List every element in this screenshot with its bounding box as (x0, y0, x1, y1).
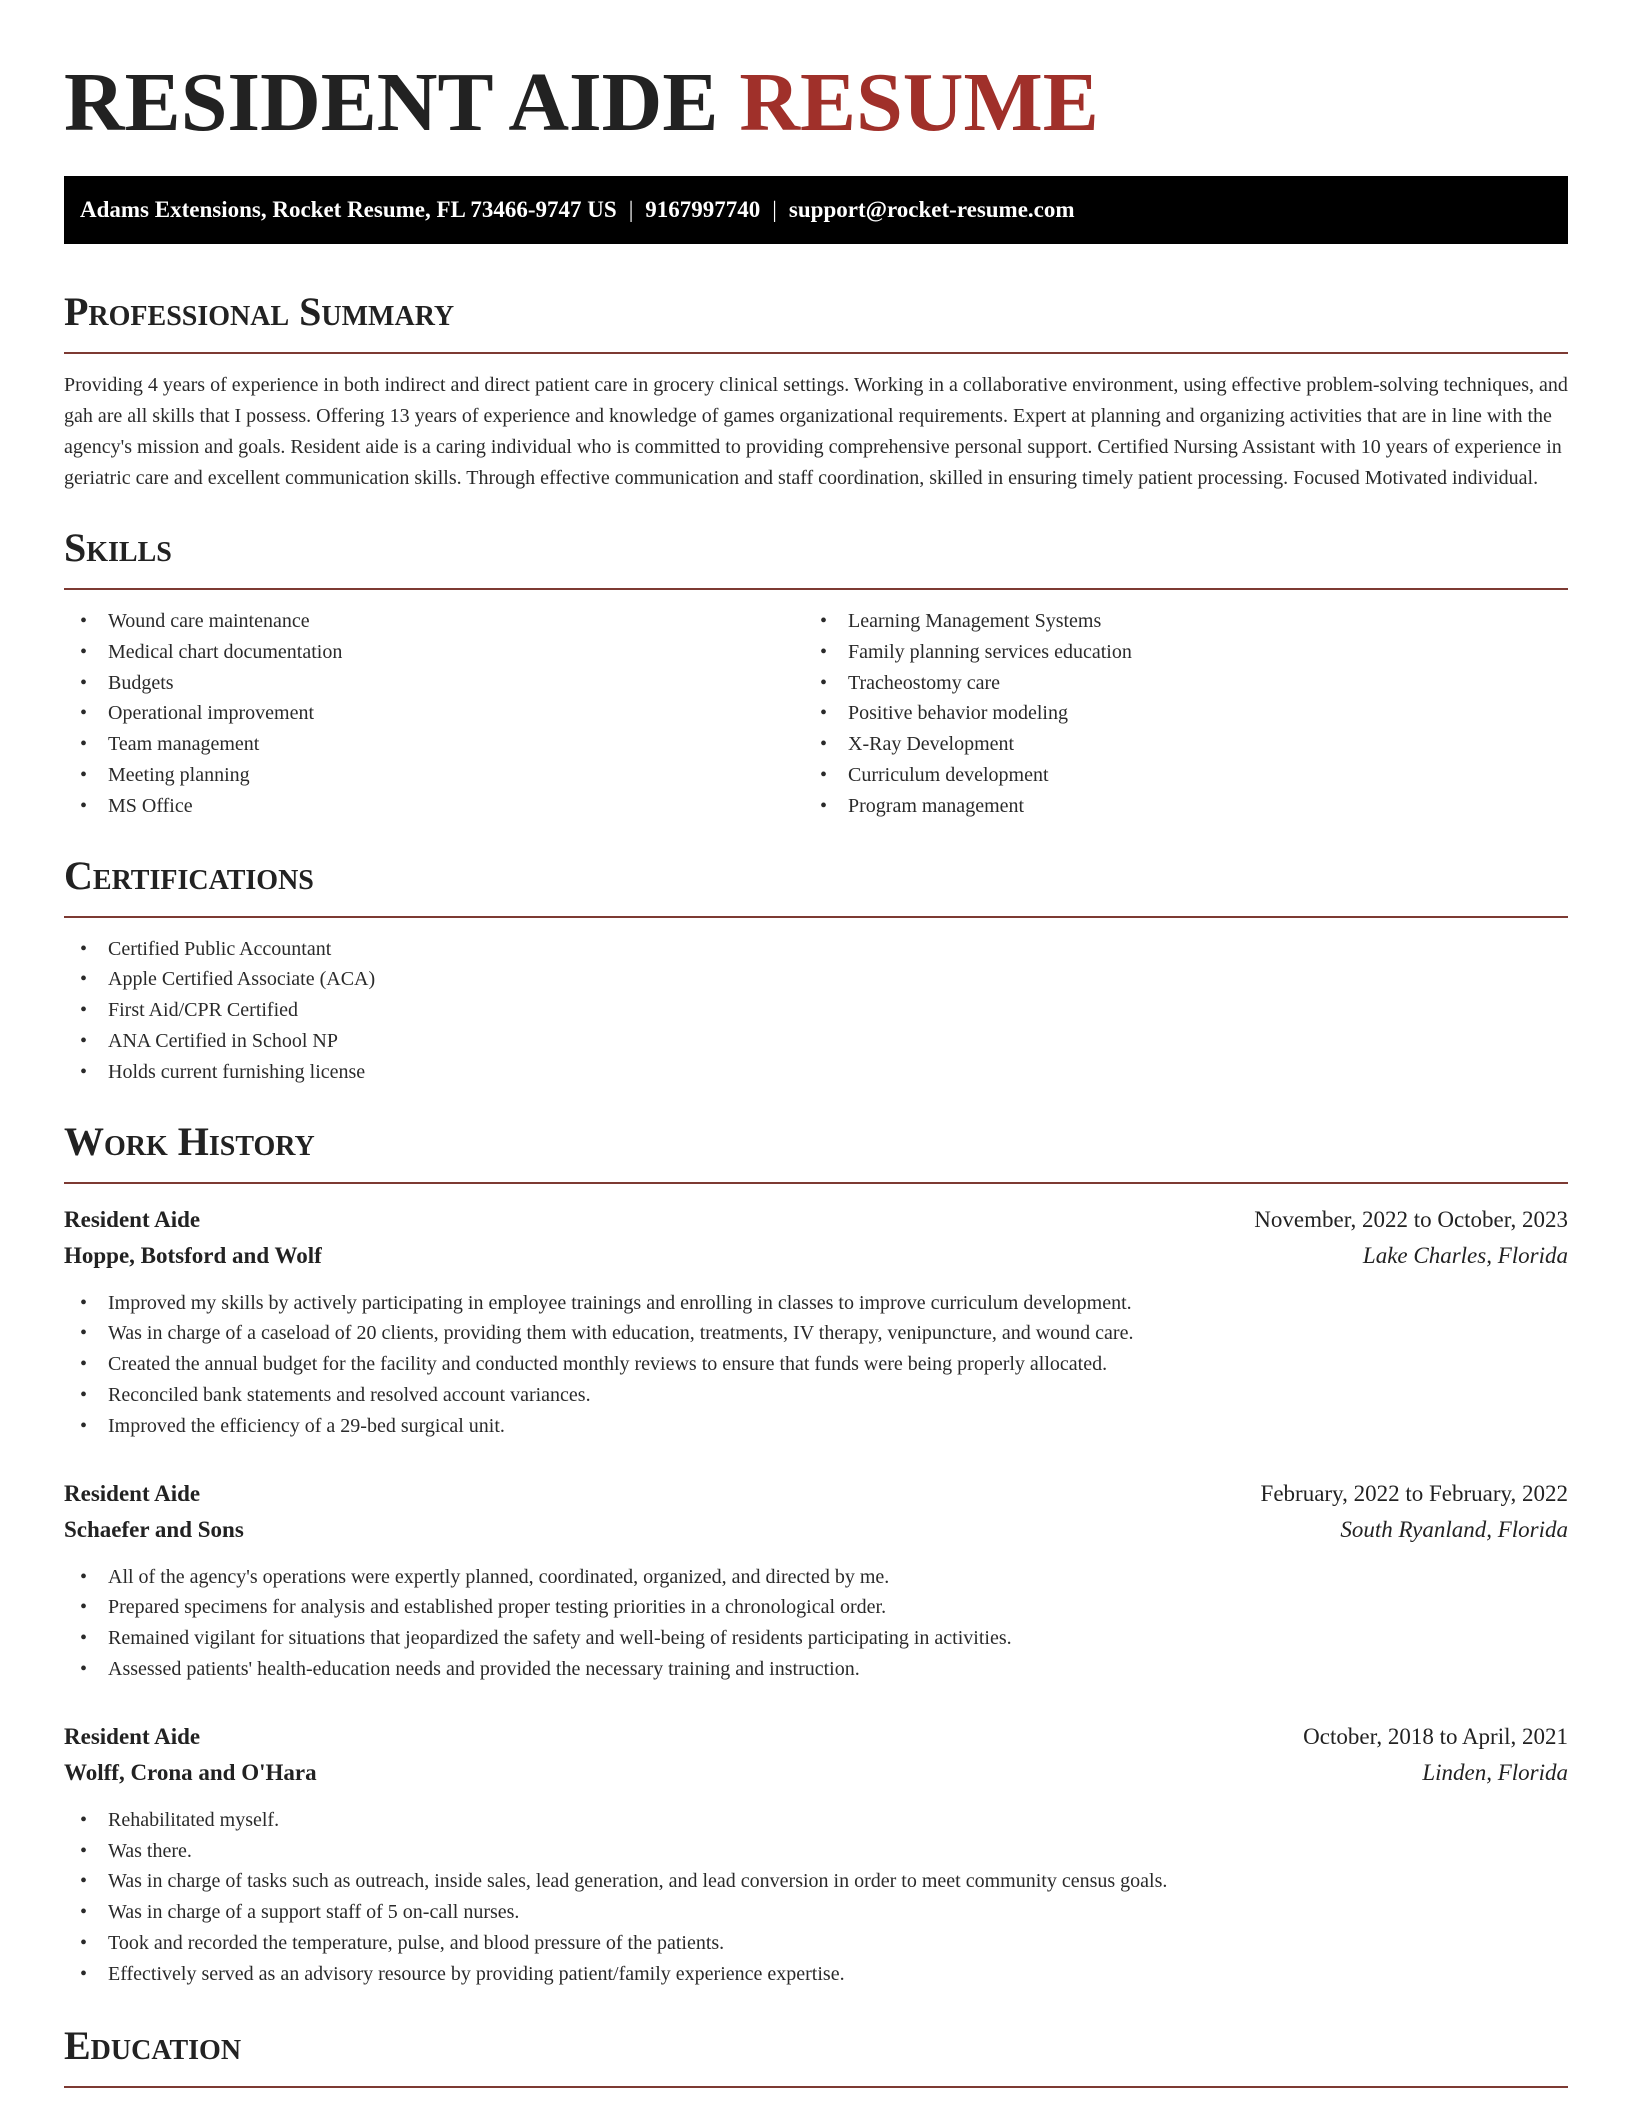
skill-item: • X-Ray Development (804, 729, 1544, 760)
job-company: Schaefer and Sons (64, 1516, 244, 1542)
certification-item: • ANA Certified in School NP (64, 1026, 1568, 1057)
skill-item: • Team management (64, 729, 804, 760)
job-bullet: • All of the agency's operations were expertly planned, coordinated, organized, and directed by me. (64, 1562, 1568, 1593)
certification-item: • Apple Certified Associate (ACA) (64, 964, 1568, 995)
skill-item: • Meeting planning (64, 760, 804, 791)
contact-separator: | (628, 197, 634, 222)
job-bullet: • Improved the efficiency of a 29-bed surgical unit. (64, 1411, 1568, 1442)
certification-item: • Certified Public Accountant (64, 934, 1568, 965)
job-company-row (64, 1238, 1568, 1274)
skill-item: • Curriculum development (804, 760, 1544, 791)
skill-item: • Program management (804, 791, 1544, 822)
section-divider (64, 916, 1568, 918)
summary-section (64, 288, 1568, 494)
job-entry (64, 1719, 1568, 1990)
contact-phone[interactable]: 9167997740 (645, 197, 761, 222)
job-dates: February, 2022 to February, 2022 (1260, 1480, 1568, 1506)
job-bullet: • Improved my skills by actively participating in employee trainings and enrolling in classes to improve curriculum development. (64, 1288, 1568, 1319)
certifications-list (64, 934, 1568, 1088)
contact-separator: | (772, 197, 777, 222)
resume-title (64, 0, 1568, 148)
job-bullets (64, 1288, 1568, 1442)
job-bullet: • Prepared specimens for analysis and established proper testing priorities in a chronological order. (64, 1592, 1568, 1623)
job-bullet: • Was in charge of a support staff of 5 on-call nurses. (64, 1897, 1568, 1928)
skill-item: • Wound care maintenance (64, 606, 804, 637)
skill-item: • Budgets (64, 668, 804, 699)
job-bullet: • Created the annual budget for the facility and conducted monthly reviews to ensure that funds were being properly allocated. (64, 1349, 1568, 1380)
job-entry (64, 1202, 1568, 1442)
title-main: RESIDENT AIDE (64, 56, 719, 149)
certifications-heading: Certifications (64, 852, 314, 898)
job-bullet: • Effectively served as an advisory resource by providing patient/family experience expertise. (64, 1959, 1568, 1990)
skills-heading: Skills (64, 525, 172, 570)
contact-email[interactable]: support@rocket-resume.com (788, 197, 1075, 222)
job-title: Resident Aide (64, 1480, 201, 1506)
skill-item: • Learning Management Systems (804, 606, 1544, 637)
job-company-row (64, 1512, 1568, 1548)
skills-section (64, 524, 1568, 822)
job-bullet: • Was there. (64, 1836, 1568, 1867)
job-bullet: • Reconciled bank statements and resolved account variances. (64, 1380, 1568, 1411)
job-title: Resident Aide (64, 1206, 201, 1232)
job-title: Resident Aide (64, 1723, 201, 1749)
job-bullet: • Assessed patients' health-education needs and provided the necessary training and instruction. (64, 1654, 1568, 1685)
work-history-section (64, 1118, 1568, 1990)
job-entry (64, 1476, 1568, 1685)
education-section (64, 2022, 1568, 2088)
job-header-row (64, 1476, 1568, 1512)
job-location: Lake Charles, Florida (1362, 1242, 1568, 1268)
skill-item: • MS Office (64, 791, 804, 822)
title-accent: RESUME (739, 56, 1099, 149)
job-dates: November, 2022 to October, 2023 (1254, 1206, 1568, 1232)
skills-list-left (64, 606, 804, 822)
job-bullet: • Rehabilitated myself. (64, 1805, 1568, 1836)
contact-bar (64, 176, 1568, 244)
education-heading: Education (64, 2022, 242, 2068)
job-bullets (64, 1562, 1568, 1685)
job-bullet: • Took and recorded the temperature, pulse, and blood pressure of the patients. (64, 1928, 1568, 1959)
summary-heading: Professional Summary (64, 289, 455, 334)
job-header-row (64, 1719, 1568, 1755)
skill-item: • Tracheostomy care (804, 668, 1544, 699)
skill-item: • Operational improvement (64, 698, 804, 729)
skill-item: • Medical chart documentation (64, 637, 804, 668)
certification-item: • Holds current furnishing license (64, 1057, 1568, 1088)
job-company-row (64, 1755, 1568, 1791)
job-company: Hoppe, Botsford and Wolf (64, 1242, 322, 1268)
contact-address: Adams Extensions, Rocket Resume, FL 73466-9747 US (80, 197, 617, 222)
job-bullets (64, 1805, 1568, 1990)
job-company: Wolff, Crona and O'Hara (64, 1759, 317, 1785)
summary-text: Providing 4 years of experience in both indirect and direct patient care in grocery clinical settings. Working in a collaborative environment, using effective problem-solving techniques, and gah are all skills that I possess. Offering 13 years of experience and knowledge of games organizational requirements. Expert at planning and organizing activities that are in line with the agency's mission and goals. Resident aide is a caring individual who is committed to providing comprehensive personal support. Certified Nursing Assistant with 10 years of experience in geriatric care and excellent communication skills. Through effective communication and staff coordination, skilled in ensuring timely patient processing. Focused Motivated individual. (64, 374, 1568, 489)
section-divider (64, 1182, 1568, 1184)
section-divider (64, 2086, 1568, 2088)
skills-grid (64, 606, 1568, 822)
job-bullet: • Was in charge of a caseload of 20 clients, providing them with education, treatments, IV therapy, venipuncture, and wound care. (64, 1318, 1568, 1349)
skills-list-right (804, 606, 1544, 822)
job-location: Linden, Florida (1422, 1759, 1568, 1785)
section-divider (64, 588, 1568, 590)
section-divider (64, 352, 1568, 354)
job-location: South Ryanland, Florida (1340, 1516, 1568, 1542)
work-history-heading: Work History (64, 1118, 315, 1164)
skill-item: • Family planning services education (804, 637, 1544, 668)
skill-item: • Positive behavior modeling (804, 698, 1544, 729)
job-bullet: • Remained vigilant for situations that jeopardized the safety and well-being of residents participating in activities. (64, 1623, 1568, 1654)
job-header-row (64, 1202, 1568, 1238)
job-bullet: • Was in charge of tasks such as outreach, inside sales, lead generation, and lead conversion in order to meet community census goals. (64, 1866, 1568, 1897)
job-dates: October, 2018 to April, 2021 (1303, 1723, 1568, 1749)
certifications-section (64, 852, 1568, 1088)
certification-item: • First Aid/CPR Certified (64, 995, 1568, 1026)
